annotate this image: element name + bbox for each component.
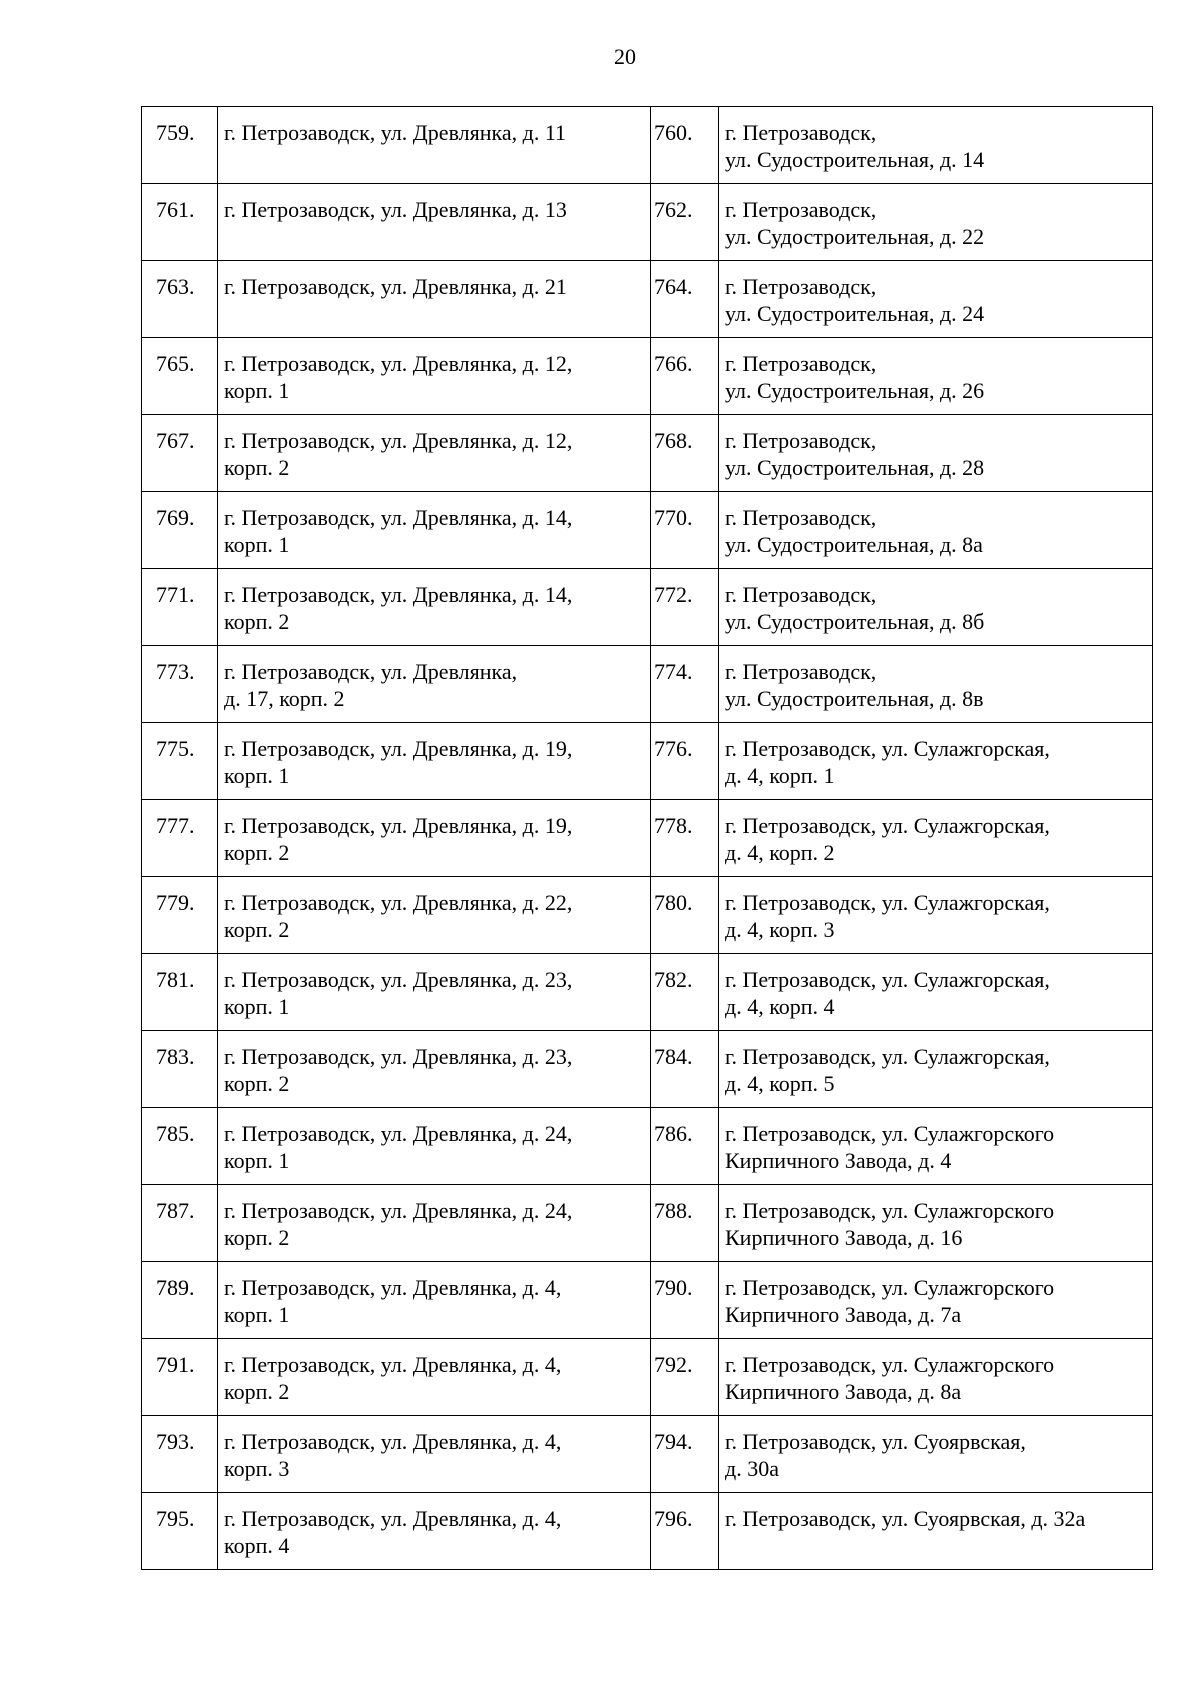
row-number-left: 775.	[142, 723, 218, 800]
row-number-right: 762.	[651, 184, 719, 261]
table-row	[142, 1262, 1153, 1339]
address-line: г. Петрозаводск, ул. Древлянка, д. 4,	[224, 1352, 562, 1377]
address-line: г. Петрозаводск, ул. Древлянка, д. 21	[224, 274, 567, 299]
address-line: ул. Судостроительная, д. 24	[725, 301, 985, 326]
row-number-right: 768.	[651, 415, 719, 492]
address-left	[218, 723, 651, 800]
address-line: г. Петрозаводск, ул. Древлянка, д. 22,	[224, 890, 573, 915]
row-number-left: 765.	[142, 338, 218, 415]
address-line: д. 4, корп. 5	[725, 1071, 835, 1096]
row-number-right: 786.	[651, 1108, 719, 1185]
address-right	[719, 107, 1153, 184]
row-number-right: 778.	[651, 800, 719, 877]
address-line: г. Петрозаводск, ул. Древлянка, д. 23,	[224, 967, 573, 992]
address-left	[218, 492, 651, 569]
address-left	[218, 1493, 651, 1570]
address-line: г. Петрозаводск, ул. Сулажгорская,	[725, 736, 1050, 761]
address-left	[218, 261, 651, 338]
address-right	[719, 338, 1153, 415]
address-line: г. Петрозаводск, ул. Древлянка, д. 11	[224, 120, 567, 145]
address-right	[719, 415, 1153, 492]
table-row	[142, 723, 1153, 800]
address-line: г. Петрозаводск, ул. Сулажгорская,	[725, 1044, 1050, 1069]
row-number-right: 772.	[651, 569, 719, 646]
address-line: г. Петрозаводск, ул. Сулажгорского	[725, 1275, 1055, 1300]
address-line: г. Петрозаводск, ул. Сулажгорского	[725, 1121, 1055, 1146]
address-right	[719, 1031, 1153, 1108]
address-line: г. Петрозаводск, ул. Древлянка, д. 14,	[224, 505, 573, 530]
table-row	[142, 800, 1153, 877]
address-line: г. Петрозаводск, ул. Древлянка, д. 24,	[224, 1121, 573, 1146]
row-number-left: 769.	[142, 492, 218, 569]
address-right	[719, 261, 1153, 338]
address-left	[218, 184, 651, 261]
address-line: корп. 2	[224, 840, 290, 865]
address-line: корп. 1	[224, 532, 290, 557]
address-line: корп. 2	[224, 1379, 290, 1404]
table-row	[142, 415, 1153, 492]
row-number-right: 760.	[651, 107, 719, 184]
address-line: д. 30а	[725, 1456, 779, 1481]
address-line: г. Петрозаводск, ул. Древлянка, д. 24,	[224, 1198, 573, 1223]
address-line: г. Петрозаводск,	[725, 659, 877, 684]
row-number-right: 796.	[651, 1493, 719, 1570]
address-line: г. Петрозаводск, ул. Древлянка, д. 4,	[224, 1506, 562, 1531]
table-row	[142, 646, 1153, 723]
address-right	[719, 1108, 1153, 1185]
table-row	[142, 1031, 1153, 1108]
address-line: г. Петрозаводск,	[725, 274, 877, 299]
address-line: г. Петрозаводск,	[725, 351, 877, 376]
address-line: г. Петрозаводск, ул. Сулажгорского	[725, 1352, 1055, 1377]
row-number-left: 785.	[142, 1108, 218, 1185]
address-line: г. Петрозаводск,	[725, 428, 877, 453]
row-number-left: 761.	[142, 184, 218, 261]
address-right	[719, 569, 1153, 646]
address-line: г. Петрозаводск, ул. Сулажгорская,	[725, 890, 1050, 915]
address-right	[719, 492, 1153, 569]
address-right	[719, 1416, 1153, 1493]
table-row	[142, 1185, 1153, 1262]
row-number-left: 783.	[142, 1031, 218, 1108]
address-line: д. 4, корп. 3	[725, 917, 835, 942]
row-number-right: 782.	[651, 954, 719, 1031]
table-row	[142, 954, 1153, 1031]
address-line: г. Петрозаводск, ул. Древлянка, д. 23,	[224, 1044, 573, 1069]
row-number-right: 794.	[651, 1416, 719, 1493]
address-line: Кирпичного Завода, д. 16	[725, 1225, 963, 1250]
address-line: г. Петрозаводск, ул. Древлянка, д. 19,	[224, 813, 573, 838]
row-number-right: 764.	[651, 261, 719, 338]
address-line: корп. 1	[224, 1302, 290, 1327]
address-right	[719, 184, 1153, 261]
address-line: корп. 2	[224, 1071, 290, 1096]
address-table-body	[142, 107, 1153, 1570]
row-number-left: 793.	[142, 1416, 218, 1493]
row-number-left: 779.	[142, 877, 218, 954]
address-line: д. 4, корп. 2	[725, 840, 835, 865]
row-number-left: 773.	[142, 646, 218, 723]
address-table	[141, 106, 1153, 1570]
address-right	[719, 954, 1153, 1031]
address-line: г. Петрозаводск, ул. Древлянка, д. 19,	[224, 736, 573, 761]
address-line: ул. Судостроительная, д. 14	[725, 147, 985, 172]
address-line: г. Петрозаводск,	[725, 120, 877, 145]
row-number-left: 763.	[142, 261, 218, 338]
address-line: корп. 3	[224, 1456, 290, 1481]
address-line: г. Петрозаводск, ул. Сулажгорская,	[725, 813, 1050, 838]
address-line: корп. 2	[224, 917, 290, 942]
address-line: д. 4, корп. 1	[725, 763, 835, 788]
table-row	[142, 107, 1153, 184]
table-row	[142, 569, 1153, 646]
row-number-right: 766.	[651, 338, 719, 415]
address-line: ул. Судостроительная, д. 8а	[725, 532, 983, 557]
address-right	[719, 1493, 1153, 1570]
address-line: Кирпичного Завода, д. 8а	[725, 1379, 962, 1404]
row-number-right: 792.	[651, 1339, 719, 1416]
row-number-left: 789.	[142, 1262, 218, 1339]
table-row	[142, 184, 1153, 261]
row-number-left: 791.	[142, 1339, 218, 1416]
address-left	[218, 800, 651, 877]
address-line: корп. 1	[224, 763, 290, 788]
address-line: г. Петрозаводск,	[725, 505, 877, 530]
row-number-right: 774.	[651, 646, 719, 723]
address-right	[719, 1185, 1153, 1262]
address-left	[218, 954, 651, 1031]
address-left	[218, 877, 651, 954]
row-number-right: 790.	[651, 1262, 719, 1339]
address-line: г. Петрозаводск, ул. Древлянка, д. 4,	[224, 1275, 562, 1300]
table-row	[142, 1108, 1153, 1185]
address-line: корп. 4	[224, 1533, 290, 1558]
address-line: корп. 1	[224, 994, 290, 1019]
address-right	[719, 646, 1153, 723]
address-left	[218, 415, 651, 492]
row-number-right: 780.	[651, 877, 719, 954]
row-number-right: 776.	[651, 723, 719, 800]
address-line: корп. 1	[224, 378, 290, 403]
address-right	[719, 723, 1153, 800]
address-left	[218, 1262, 651, 1339]
address-line: ул. Судостроительная, д. 22	[725, 224, 985, 249]
address-line: г. Петрозаводск,	[725, 197, 877, 222]
address-left	[218, 107, 651, 184]
address-line: д. 17, корп. 2	[224, 686, 345, 711]
row-number-left: 759.	[142, 107, 218, 184]
row-number-left: 771.	[142, 569, 218, 646]
row-number-left: 781.	[142, 954, 218, 1031]
address-left	[218, 1108, 651, 1185]
address-line: Кирпичного Завода, д. 7а	[725, 1302, 962, 1327]
row-number-left: 787.	[142, 1185, 218, 1262]
table-row	[142, 261, 1153, 338]
address-left	[218, 569, 651, 646]
table-row	[142, 877, 1153, 954]
address-line: г. Петрозаводск, ул. Древлянка, д. 4,	[224, 1429, 562, 1454]
address-line: д. 4, корп. 4	[725, 994, 835, 1019]
address-left	[218, 1185, 651, 1262]
address-right	[719, 1262, 1153, 1339]
row-number-right: 788.	[651, 1185, 719, 1262]
address-left	[218, 1339, 651, 1416]
address-line: ул. Судостроительная, д. 8б	[725, 609, 985, 634]
address-line: г. Петрозаводск, ул. Сулажгорская,	[725, 967, 1050, 992]
address-left	[218, 1031, 651, 1108]
table-row	[142, 1493, 1153, 1570]
address-line: Кирпичного Завода, д. 4	[725, 1148, 952, 1173]
address-line: корп. 1	[224, 1148, 290, 1173]
address-right	[719, 800, 1153, 877]
address-line: г. Петрозаводск, ул. Древлянка, д. 12,	[224, 428, 573, 453]
table-row	[142, 1416, 1153, 1493]
address-line: г. Петрозаводск, ул. Древлянка, д. 13	[224, 197, 567, 222]
address-line: ул. Судостроительная, д. 26	[725, 378, 985, 403]
address-line: г. Петрозаводск,	[725, 582, 877, 607]
row-number-right: 770.	[651, 492, 719, 569]
table-row	[142, 1339, 1153, 1416]
page-number: 20	[614, 44, 636, 69]
address-line: корп. 2	[224, 609, 290, 634]
address-line: корп. 2	[224, 455, 290, 480]
address-line: г. Петрозаводск, ул. Древлянка, д. 14,	[224, 582, 573, 607]
address-line: ул. Судостроительная, д. 28	[725, 455, 985, 480]
address-line: г. Петрозаводск, ул. Суоярвская, д. 32а	[725, 1506, 1086, 1531]
address-line: корп. 2	[224, 1225, 290, 1250]
table-row	[142, 492, 1153, 569]
address-line: г. Петрозаводск, ул. Древлянка, д. 12,	[224, 351, 573, 376]
address-left	[218, 338, 651, 415]
address-line: г. Петрозаводск, ул. Древлянка,	[224, 659, 518, 684]
address-line: ул. Судостроительная, д. 8в	[725, 686, 984, 711]
row-number-left: 767.	[142, 415, 218, 492]
address-right	[719, 877, 1153, 954]
row-number-left: 777.	[142, 800, 218, 877]
address-line: г. Петрозаводск, ул. Сулажгорского	[725, 1198, 1055, 1223]
row-number-left: 795.	[142, 1493, 218, 1570]
table-row	[142, 338, 1153, 415]
row-number-right: 784.	[651, 1031, 719, 1108]
address-line: г. Петрозаводск, ул. Суоярвская,	[725, 1429, 1026, 1454]
address-left	[218, 1416, 651, 1493]
address-left	[218, 646, 651, 723]
address-right	[719, 1339, 1153, 1416]
